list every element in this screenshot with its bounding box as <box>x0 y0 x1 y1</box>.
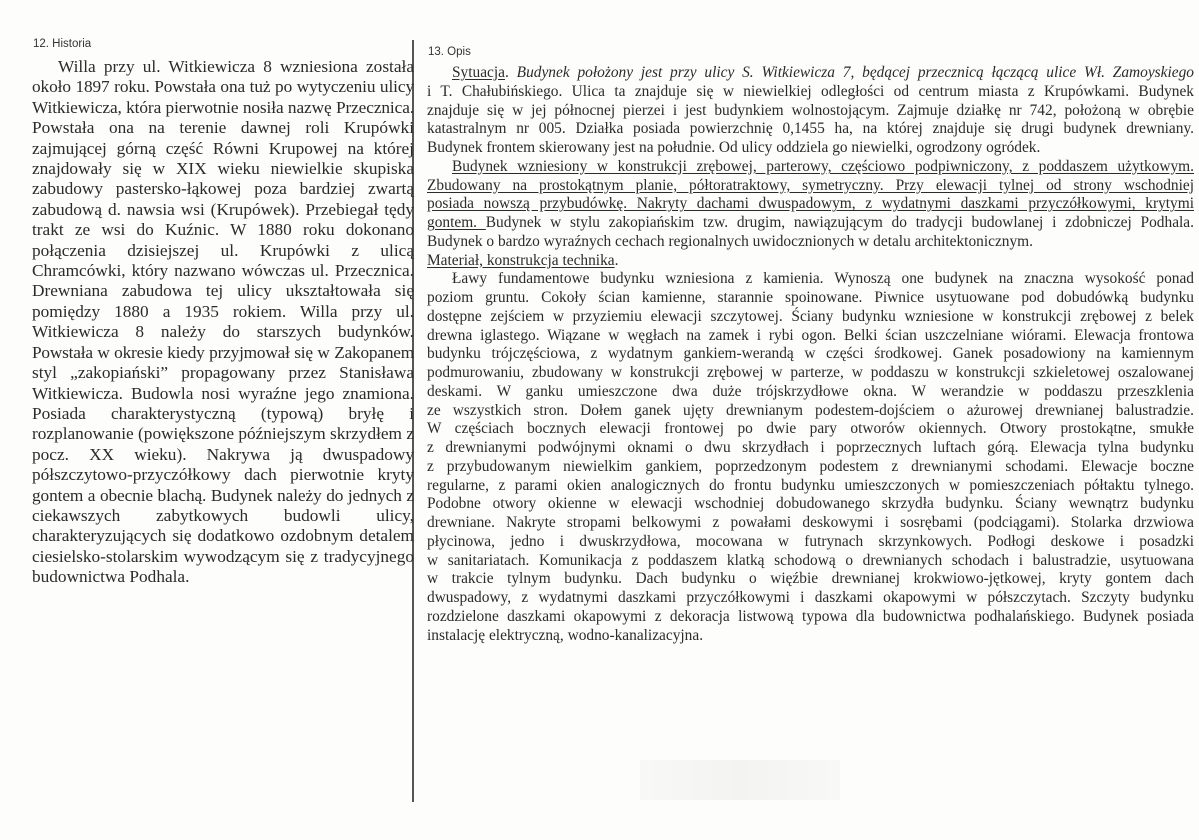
text-line: zabudowy pastersko-łąkowej poza bardziej zwartą <box>32 179 414 199</box>
plain-text: Ławy fundamentowe budynku wzniesiona z kamienia. Wynoszą one budynek na znaczna wysokość ponad <box>452 270 1194 288</box>
text-line <box>427 177 1194 196</box>
text-line: gontem a obecnie blachą. Budynek należy do jednych z <box>32 485 414 505</box>
text-line: Witkiewicza, która pierwotnie nosiła nazwę Przecznica. <box>32 97 414 117</box>
italic-text: Budynek położony jest przy ulicy S. Witkiewicza 7, będącej przecznicą łączącą ulice Wł. Zamoyskiego <box>516 64 1194 81</box>
text-line <box>427 120 1194 139</box>
plain-text: regularne, z parami okien analogicznych do frontu budynku umieszczonych w pomieszczeniach półtaktu tylnego. <box>427 476 1194 494</box>
plain-text: . <box>505 64 517 81</box>
text-line <box>427 139 1194 158</box>
text-line <box>427 627 1194 646</box>
text-line <box>427 552 1194 571</box>
plain-text: . <box>614 251 619 269</box>
text-line <box>427 308 1194 327</box>
plain-text: znajduje się w jej północnej pierzei i jest budynkiem wolnostojącym. Zajmuje działkę nr 742, położoną w obrębie <box>427 101 1194 119</box>
text-line <box>427 252 1194 271</box>
text-line <box>427 64 1194 83</box>
plain-text: ze wszystkich stron. Dołem ganek ujęty drewnianym podestem-dojściem o ażurowej drewnianej balustradzie. <box>427 401 1194 419</box>
plain-text: drewniane. Nakryte stropami belkowymi z powałami deskowymi i sosrębami (podciągami). Stolarka drzwiowa <box>427 514 1194 531</box>
text-line: Posiada charakterystyczną (typową) bryłę i <box>32 403 414 423</box>
text-line: styl „zakopiański” propagowany przez Stanisława <box>32 363 414 383</box>
plain-text: płycinowa, jedno i dwuskrzydłowa, mocowana w futrynach skrzynkowych. Podłogi deskowe i posadzki <box>427 532 1194 550</box>
underlined-text: Sytuacja <box>452 64 505 81</box>
text-line: Willa przy ul. Witkiewicza 8 wzniesiona została <box>58 57 414 76</box>
underlined-text: Zbudowany na prostokątnym planie, półtoratraktowy, symetryczny. Przy elewacji tylnej od strony wschodniej <box>427 176 1194 194</box>
text-line: charakteryzujących się dodatkowo ozdobnym detalem <box>32 526 414 546</box>
text-line <box>427 477 1194 496</box>
text-line: rozplanowanie (powiększone późniejszym skrzydłem z <box>32 424 414 444</box>
text-line: Witkiewicza. Budowla nosi wyraźne jego znamiona. <box>32 383 414 403</box>
text-line: półszczytowo-przyczółkowy dach pierwotnie kryty <box>32 465 414 485</box>
text-line <box>427 83 1194 102</box>
section-heading-historia: 12. Historia <box>33 38 92 50</box>
text-line: zajmującej górną część Równi Krupowej na której <box>32 138 414 158</box>
plain-text: z drewnianymi podwójnymi oknami o dwu skrzydłach i poprzecznych luftach górą. Elewacja tylna budynku <box>427 439 1194 456</box>
text-line <box>427 345 1194 364</box>
history-text-column <box>32 57 414 588</box>
text-line <box>427 289 1194 308</box>
text-line <box>427 533 1194 552</box>
plain-text: podmurowaniu, zbudowany w konstrukcji zrębowej w parterze, w poddaszu w konstrukcji szkieletowej oszalowanej <box>427 364 1194 381</box>
plain-text: Budynek w stylu zakopiańskim tzw. drugim, nawiązującym do tradycji budowlanej i zdobniczej Podhala. <box>485 214 1194 231</box>
text-line: Chramcówki, który nazwano wówczas ul. Przecznica. <box>32 261 414 281</box>
text-line: połączenia dzisiejszej ul. Krupówki z ulicą <box>32 240 414 260</box>
plain-text: poziom gruntu. Cokoły ścian kamienne, starannie spoinowane. Piwnice usytuowane pod dobudówką budynku <box>427 289 1194 306</box>
underlined-text: Materiał, konstrukcja technika <box>427 251 615 269</box>
plain-text: i T. Chałubińskiego. Ulica ta znajduje się w niewielkiej odległości od centrum miasta z Krupówkami. Budynek <box>427 82 1194 100</box>
plain-text: w trakcie tylnym budynku. Dach budynku o więźbie drewnianej krokwiowo-jętkowej, kryty gontem dach <box>427 570 1194 588</box>
plain-text: z przybudowanym niewielkim gankiem, poprzedzonym podestem z drewnianymi schodami. Elewacje boczne <box>427 457 1194 475</box>
scan-bleed-through <box>640 760 840 800</box>
plain-text: Podobne otwory okienne w elewacji wschodniej dobudowanego skrzydła budynku. Ściany wewnątrz budynku <box>427 495 1194 513</box>
text-line <box>427 364 1194 383</box>
plain-text: rozdzielone daszkami okapowymi z dekoracja listwową typowa dla budownictwa podhalańskiego. Budynek posiada <box>427 607 1194 625</box>
text-line: zabudową d. nawsia wsi (Krupówek). Przebiegał tędy <box>32 199 414 219</box>
text-line: pocz. XX wieku). Nakrywa ją dwuspadowy <box>32 444 414 464</box>
plain-text: Budynek o bardzo wyraźnych cechach regionalnych uwidocznionych w detalu architektonicznym. <box>427 232 1033 250</box>
plain-text: deskami. W ganku umieszczone dwa duże trójskrzydłowe okna. W werandzie w poddaszu przeszklenia <box>427 382 1194 400</box>
plain-text: dostępne zejściem w przyziemiu elewacji szczytowej. Ściany budynku wzniesione w konstrukcji zrębowej z belek <box>427 307 1194 325</box>
description-text-column <box>427 64 1194 645</box>
text-line: ciekawszych zabytkowych budowli ulicy, <box>32 505 414 525</box>
text-line <box>427 102 1194 121</box>
plain-text: katastralnym nr 005. Działka posiada powierzchnię 0,1455 ha, na której znajduje się drugi budynek drewniany. <box>427 120 1194 138</box>
plain-text: dwuspadowy, z wydatnymi daszkami przyczółkowymi i daszkami okapowymi w półszczytach. Szczyty budynku <box>427 589 1194 606</box>
text-line <box>427 383 1194 402</box>
plain-text: w sanitariatach. Komunikacja z poddaszem klatką schodową o drewnianych schodach i balustradzie, usytuowana <box>427 551 1194 569</box>
text-line: budownictwa Podhala. <box>32 567 190 587</box>
text-line <box>427 327 1194 346</box>
text-line: trakt ze wsi do Kuźnic. W 1880 roku dokonano <box>32 220 414 240</box>
text-line <box>427 158 1194 177</box>
text-line: ciesielsko-stolarskim wywodzącym się z tradycyjnego <box>32 546 414 566</box>
text-line <box>427 233 1194 252</box>
text-line <box>427 608 1194 627</box>
plain-text: W częściach bocznych elewacji frontowej po dwie pary otworów okiennych. Otwory prostokątne, smukłe <box>427 420 1194 438</box>
underlined-text: posiada nowszą przybudówkę. Nakryty dachami dwuspadowym, z wydatnymi daszkami przyczółkowymi, krytymi <box>427 195 1194 213</box>
text-line <box>427 589 1194 608</box>
section-heading-opis: 13. Opis <box>428 46 471 58</box>
plain-text: instalację elektryczną, wodno-kanalizacyjna. <box>427 626 704 644</box>
text-line <box>427 439 1194 458</box>
underlined-text: gontem. <box>427 214 486 231</box>
text-line <box>427 195 1194 214</box>
text-line <box>427 402 1194 421</box>
text-line: Powstała w okresie kiedy przyjmował się w Zakopanem <box>32 342 414 362</box>
text-line <box>427 570 1194 589</box>
text-line: około 1897 roku. Powstała ona tuż po wytyczeniu ulicy <box>32 77 414 97</box>
text-line <box>427 495 1194 514</box>
text-line <box>427 270 1194 289</box>
text-line <box>427 420 1194 439</box>
plain-text: drewna iglastego. Wiązane w węgłach na zamek i rybi ogon. Belki ścian uszczelniane wiórami. Elewacja frontowa <box>427 326 1194 344</box>
underlined-text: Budynek wzniesiony w konstrukcji zrębowej, parterowy, częściowo podpiwniczony, z poddaszem użytkowym. <box>452 157 1194 175</box>
text-line: Witkiewicza 8 należy do starszych budynków. <box>32 322 414 342</box>
plain-text: budynku trójczęściowa, z wydatnym gankiem-werandą w części środkowej. Ganek posadowiony na kamiennym <box>427 345 1194 363</box>
text-line <box>427 514 1194 533</box>
text-line: znajdowały się w XIX wieku niewielkie skupiska <box>32 159 414 179</box>
text-line: Drewniana zabudowa tej ulicy ukształtowała się <box>32 281 414 301</box>
text-line <box>427 214 1194 233</box>
text-line: pomiędzy 1880 a 1935 rokiem. Willa przy ul. <box>32 301 414 321</box>
text-line <box>427 458 1194 477</box>
plain-text: Budynek frontem skierowany jest na południe. Od ulicy oddziela go niewielki, ogrodzony ogródek. <box>427 139 1041 156</box>
text-line: Powstała ona na terenie dawnej roli Krupówki <box>32 118 414 138</box>
